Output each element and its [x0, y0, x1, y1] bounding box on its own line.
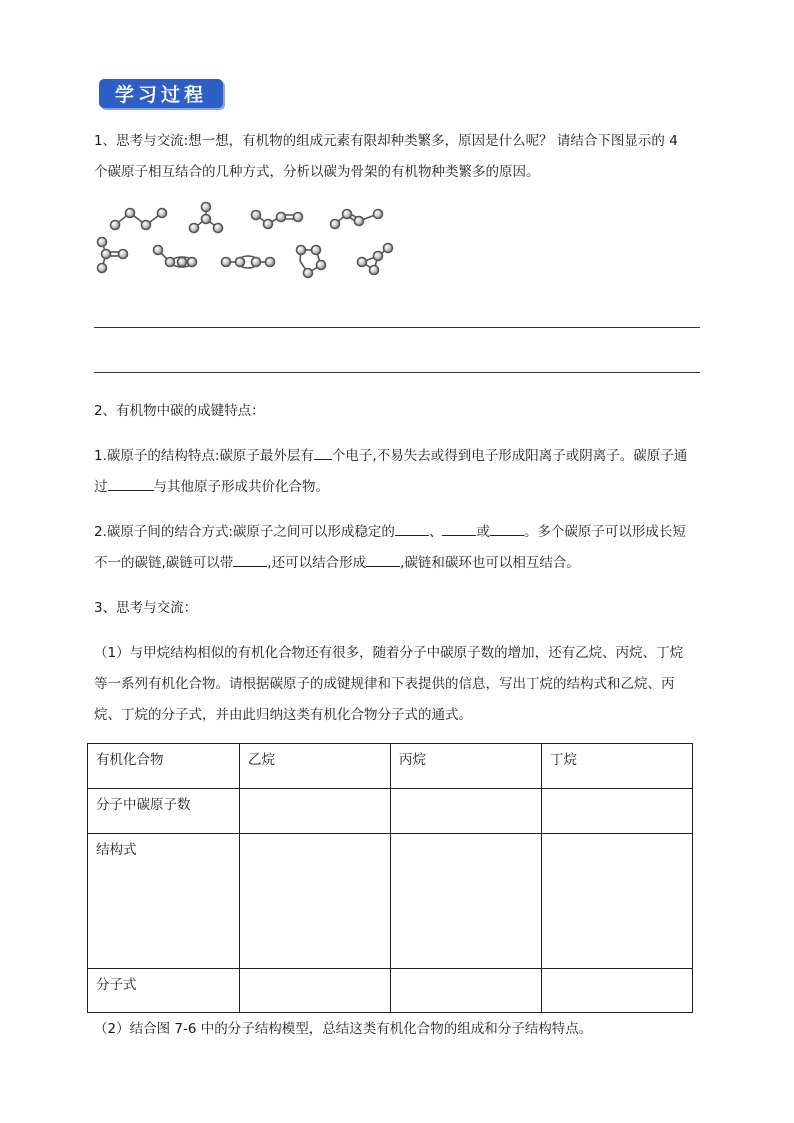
table-row	[88, 969, 693, 1013]
fill-blank-bond-3[interactable]	[490, 520, 524, 536]
question-2-item-1-line-2	[94, 472, 704, 503]
alkane-table	[87, 743, 693, 1013]
fill-blank-bond-type[interactable]	[108, 475, 154, 491]
row-label: 分子中碳原子数	[88, 789, 240, 834]
question-1-line-1: 1、思考与交流:想一想，有机物的组成元素有限却种类繁多，原因是什么呢？ 请结合下图显示的 4	[94, 133, 678, 149]
answer-cell[interactable]	[391, 789, 542, 834]
text-fragment: ,还可以结合形成	[267, 555, 367, 571]
text-fragment: 2.碳原子间的结合方式:碳原子之间可以形成稳定的	[94, 524, 395, 540]
text-fragment: 或	[476, 524, 490, 540]
branched-double-bond-molecule	[98, 238, 128, 273]
text-fragment: 与其他原子形成共价化合物。	[153, 479, 329, 495]
text-fragment: 不一的碳链,碳链可以带	[94, 555, 234, 571]
row-label: 分子式	[88, 969, 240, 1013]
question-3-part-1-line-3: 烷、丁烷的分子式，并由此归纳这类有机化合物分子式的通式。	[94, 707, 472, 723]
text-fragment: 过	[94, 479, 108, 495]
question-2-item-1-line-1	[94, 441, 704, 472]
answer-cell[interactable]	[542, 969, 693, 1013]
answer-cell[interactable]	[240, 834, 391, 969]
fill-blank-bond-2[interactable]	[442, 520, 476, 536]
text-fragment: 个电子,不易失去或得到电子形成阳离子或阴离子。碳原子通	[331, 448, 688, 464]
carbon-skeleton-figure	[94, 198, 404, 288]
answer-cell[interactable]	[240, 969, 391, 1013]
question-2-heading: 2、有机物中碳的成键特点：	[94, 403, 265, 419]
table-row	[88, 789, 693, 834]
answer-cell[interactable]	[391, 834, 542, 969]
question-3-part-1-line-1: （1）与甲烷结构相似的有机化合物还有很多，随着分子中碳原子数的增加，还有乙烷、丙烷、丁烷	[94, 645, 684, 661]
double-bond-molecule-1	[252, 211, 303, 229]
answer-cell[interactable]	[240, 789, 391, 834]
question-1-line-2: 个碳原子相互结合的几种方式，分析以碳为骨架的有机物种类繁多的原因。	[94, 164, 540, 180]
header-cell: 丙烷	[391, 744, 542, 789]
triple-bond-molecule-1	[154, 246, 197, 268]
section-banner: 学习过程	[99, 79, 223, 108]
text-fragment: 。多个碳原子可以形成长短	[523, 524, 686, 540]
triple-bond-molecule-2	[222, 256, 275, 268]
chain-molecule-1	[111, 209, 167, 230]
header-cell: 有机化合物	[88, 744, 240, 789]
answer-line-2[interactable]	[94, 372, 700, 373]
header-cell: 乙烷	[240, 744, 391, 789]
text-fragment: ,碳链和碳环也可以相互结合。	[400, 555, 580, 571]
question-3-heading: 3、思考与交流：	[94, 600, 198, 616]
answer-line-1[interactable]	[94, 327, 700, 328]
text-fragment: 1.碳原子的结构特点:碳原子最外层有	[94, 448, 314, 464]
table-row	[88, 834, 693, 969]
text-fragment: 、	[428, 524, 443, 540]
answer-cell[interactable]	[542, 834, 693, 969]
double-bond-molecule-2	[331, 210, 383, 229]
header-cell: 丁烷	[542, 744, 693, 789]
answer-cell[interactable]	[542, 789, 693, 834]
fill-blank-electrons[interactable]	[314, 444, 332, 460]
question-3-part-2: （2）结合图 7-6 中的分子结构模型，总结这类有机化合物的组成和分子结构特点。	[94, 1021, 593, 1037]
row-label: 结构式	[88, 834, 240, 969]
question-2-item-2-line-1	[94, 517, 704, 548]
fill-blank-bond-1[interactable]	[395, 520, 429, 536]
ring-molecule	[297, 246, 326, 278]
table-header-row	[88, 744, 693, 789]
fill-blank-branch[interactable]	[233, 551, 267, 567]
question-2-item-2-line-2	[94, 548, 704, 579]
branched-molecule	[190, 203, 223, 233]
question-3-part-1-line-2: 等一系列有机化合物。请根据碳原子的成键规律和下表提供的信息，写出丁烷的结构式和乙烷、丙	[94, 676, 675, 692]
fill-blank-ring[interactable]	[366, 551, 400, 567]
answer-cell[interactable]	[391, 969, 542, 1013]
branched-ring-molecule	[358, 244, 393, 275]
